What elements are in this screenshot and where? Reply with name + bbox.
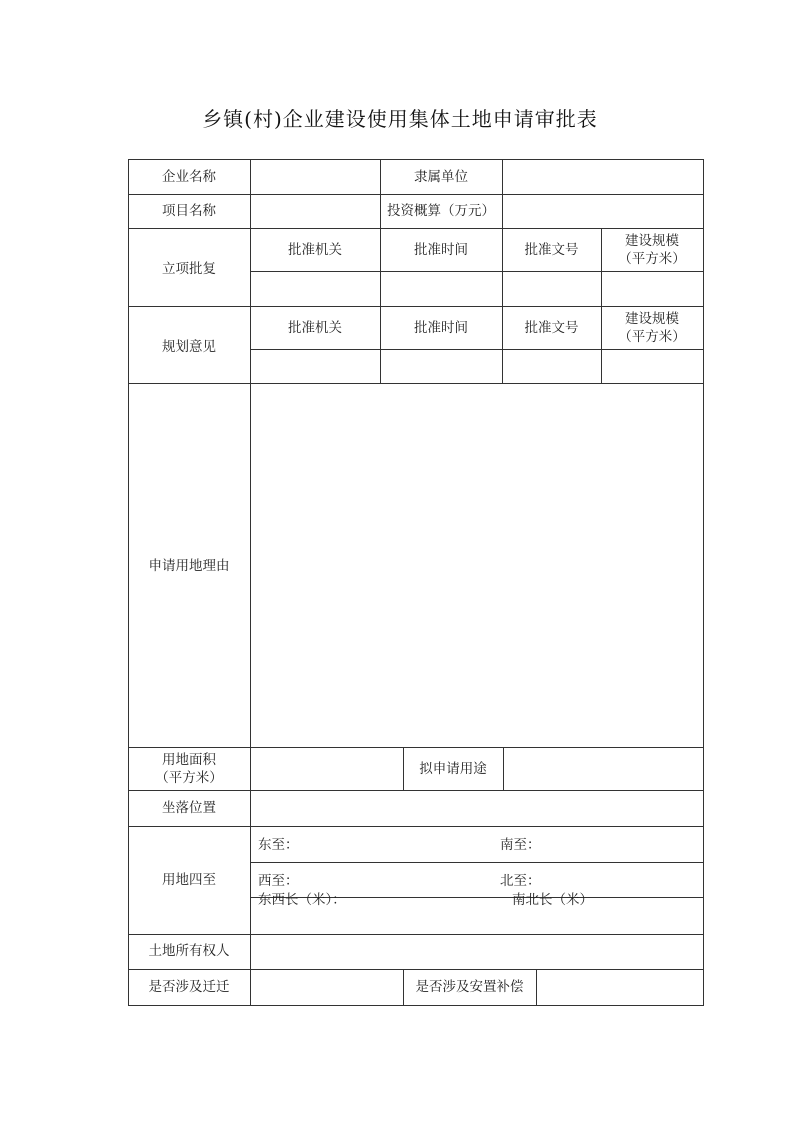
investment-estimate-field[interactable] — [503, 195, 703, 228]
resettlement-label: 是否涉及安置补偿 — [415, 979, 524, 995]
relocation-label: 是否涉及迁迁 — [148, 979, 230, 995]
land-area-label: 用地面积 — [162, 752, 216, 768]
planning-scale-header: 建设规模 — [625, 311, 679, 327]
table-border-right — [703, 159, 704, 1006]
construction-scale-unit: （平方米） — [618, 251, 686, 267]
construction-scale-header: 建设规模 — [625, 233, 679, 249]
north-south-length-label: 南北长（米） — [512, 892, 593, 908]
investment-estimate-label: 投资概算（万元） — [387, 203, 495, 219]
relocation-field[interactable] — [251, 970, 403, 1005]
planning-opinion-label: 规划意见 — [162, 339, 216, 355]
form-title: 乡镇(村)企业建设使用集体土地申请审批表 — [202, 107, 598, 131]
east-boundary-label: 东至： — [258, 837, 299, 853]
project-approval-label: 立项批复 — [162, 261, 216, 277]
north-boundary-label: 北至： — [500, 873, 541, 889]
affiliated-unit-field[interactable] — [503, 160, 703, 194]
table-border-bottom — [128, 1005, 704, 1006]
location-label: 坐落位置 — [162, 800, 216, 816]
planning-authority-header: 批准机关 — [288, 320, 342, 336]
planning-authority-field[interactable] — [251, 350, 380, 383]
south-boundary-label: 南至： — [500, 837, 541, 853]
approval-doc-no-header: 批准文号 — [524, 242, 579, 258]
land-area-field[interactable] — [251, 748, 403, 790]
resettlement-field[interactable] — [537, 970, 703, 1005]
planning-time-field[interactable] — [381, 350, 502, 383]
construction-scale-field[interactable] — [602, 272, 703, 306]
proposed-use-label: 拟申请用途 — [419, 761, 487, 777]
project-name-label: 项目名称 — [162, 203, 216, 219]
proposed-use-field[interactable] — [504, 748, 703, 790]
enterprise-name-field[interactable] — [251, 160, 380, 194]
affiliated-unit-label: 隶属单位 — [414, 169, 468, 185]
application-reason-label: 申请用地理由 — [148, 558, 230, 574]
row-divider — [128, 826, 704, 827]
project-name-field[interactable] — [251, 195, 380, 228]
east-west-length-label: 东西长（米）： — [258, 892, 346, 908]
row-divider — [128, 228, 704, 229]
planning-doc-no-header: 批准文号 — [524, 320, 579, 336]
row-divider — [128, 306, 704, 307]
land-owner-label: 土地所有权人 — [148, 943, 230, 959]
boundaries-label: 用地四至 — [162, 872, 216, 888]
planning-doc-no-field[interactable] — [503, 350, 601, 383]
approval-doc-no-field[interactable] — [503, 272, 601, 306]
approval-time-header: 批准时间 — [414, 242, 468, 258]
location-field[interactable] — [251, 791, 703, 826]
approval-time-field[interactable] — [381, 272, 502, 306]
enterprise-name-label: 企业名称 — [162, 169, 216, 185]
row-divider — [250, 862, 704, 863]
land-owner-field[interactable] — [251, 935, 703, 969]
planning-scale-unit: （平方米） — [618, 329, 686, 345]
approval-authority-header: 批准机关 — [288, 242, 342, 258]
approval-authority-field[interactable] — [251, 272, 380, 306]
application-reason-field[interactable] — [251, 384, 703, 747]
planning-time-header: 批准时间 — [414, 320, 468, 336]
land-area-unit: （平方米） — [155, 770, 223, 786]
planning-scale-field[interactable] — [602, 350, 703, 383]
west-boundary-label: 西至： — [258, 873, 299, 889]
